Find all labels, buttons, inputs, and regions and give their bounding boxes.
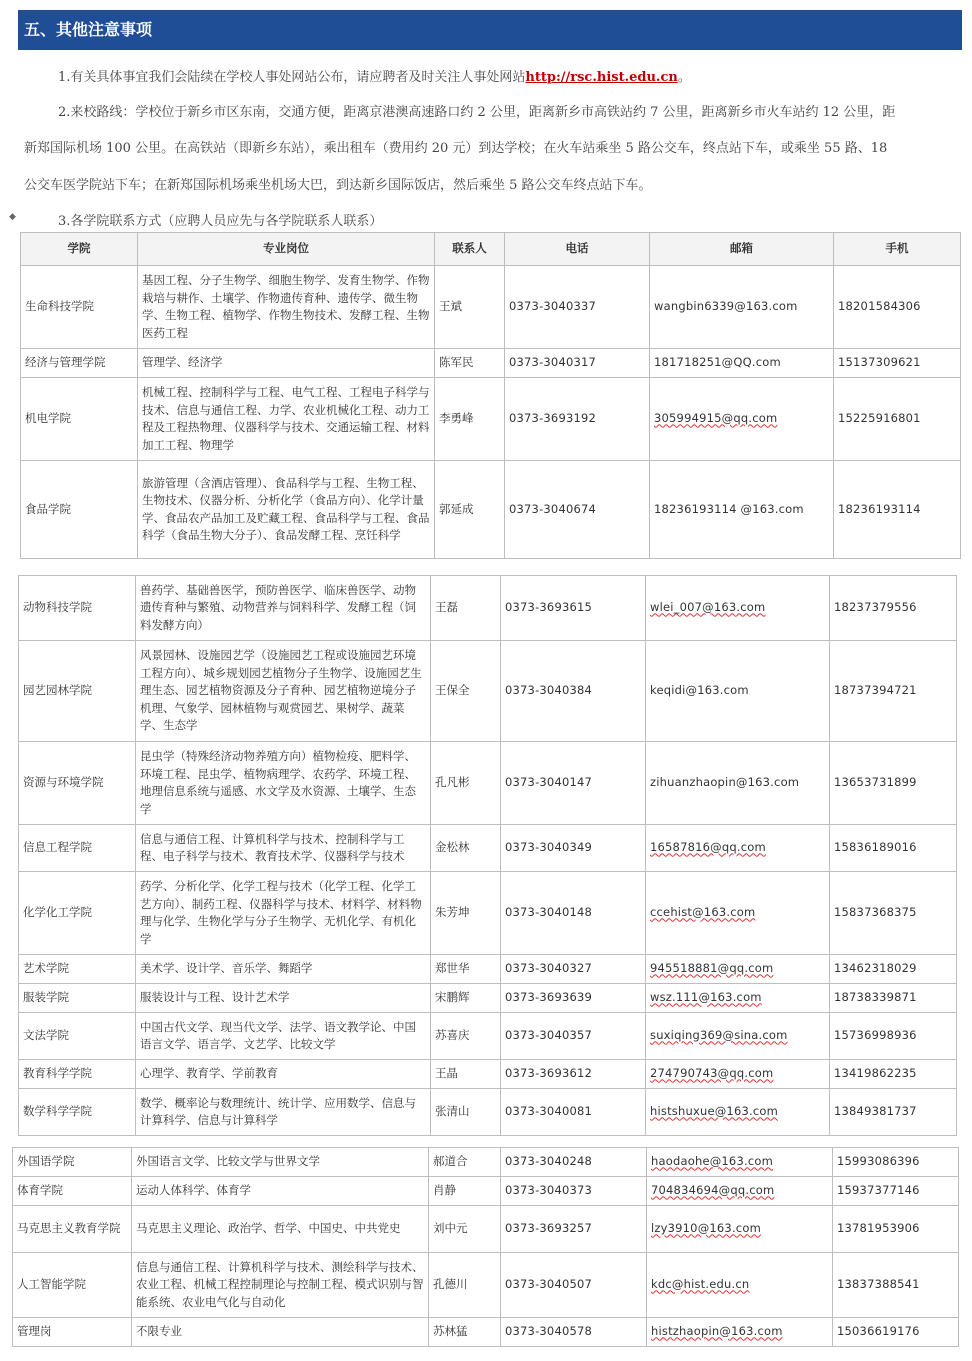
email-cell[interactable]: 305994915@qq.com bbox=[650, 378, 834, 461]
anchor-marker-icon: ◆ bbox=[9, 212, 16, 222]
table-row bbox=[21, 461, 961, 559]
paragraph-1 bbox=[58, 66, 691, 85]
table-row bbox=[19, 576, 957, 641]
major-cell: 不限专业 bbox=[132, 1318, 429, 1347]
table-row bbox=[19, 742, 957, 825]
email-cell[interactable]: wsz.111@163.com bbox=[646, 984, 830, 1013]
mobile-cell: 15137309621 bbox=[834, 349, 961, 378]
college-cell: 外国语学院 bbox=[13, 1148, 132, 1177]
major-cell: 机械工程、控制科学与工程、电气工程、工程电子科学与技术、信息与通信工程、力学、农业机械化工程、动力工程及工程热物理、仪器科学与技术、交通运输工程、材料加工工程、物理学 bbox=[138, 378, 435, 461]
header-college: 学院 bbox=[21, 233, 138, 266]
mobile-cell: 18737394721 bbox=[830, 641, 957, 742]
paragraph-1-text: 1.有关具体事宜我们会陆续在学校人事处网站公布，请应聘者及时关注人事处网站 bbox=[58, 70, 526, 85]
table-header-row bbox=[21, 233, 961, 266]
table-row bbox=[13, 1177, 959, 1206]
college-cell: 机电学院 bbox=[21, 378, 138, 461]
phone-cell: 0373-3693639 bbox=[501, 984, 646, 1013]
major-cell: 基因工程、分子生物学、细胞生物学、发育生物学、作物栽培与耕作、土壤学、作物遗传育种、遗传学、微生物学、生物工程、植物学、作物生物技术、发酵工程、生物医药工程 bbox=[138, 266, 435, 349]
phone-cell: 0373-3040507 bbox=[501, 1253, 647, 1318]
table-row bbox=[21, 266, 961, 349]
phone-cell: 0373-3040349 bbox=[501, 825, 646, 872]
contact-cell: 郑世华 bbox=[431, 955, 501, 984]
mobile-cell: 13462318029 bbox=[830, 955, 957, 984]
phone-cell: 0373-3040148 bbox=[501, 872, 646, 955]
table-row bbox=[13, 1148, 959, 1177]
major-cell: 昆虫学（特殊经济动物养殖方向）植物检疫、肥料学、环境工程、昆虫学、植物病理学、农药学、环境工程、地理信息系统与遥感、水文学及水资源、土壤学、生态学 bbox=[136, 742, 431, 825]
college-cell: 体育学院 bbox=[13, 1177, 132, 1206]
mobile-cell: 15836189016 bbox=[830, 825, 957, 872]
table-row bbox=[13, 1318, 959, 1347]
major-cell: 信息与通信工程、计算机科学与技术、控制科学与工程、电子科学与技术、教育技术学、仪器科学与技术 bbox=[136, 825, 431, 872]
table-row bbox=[19, 955, 957, 984]
email-cell[interactable]: haodaohe@163.com bbox=[647, 1148, 833, 1177]
contact-cell: 郝道合 bbox=[429, 1148, 501, 1177]
phone-cell: 0373-3040081 bbox=[501, 1089, 646, 1136]
email-cell[interactable]: kdc@hist.edu.cn bbox=[647, 1253, 833, 1318]
mobile-cell: 15937377146 bbox=[833, 1177, 959, 1206]
college-cell: 园艺园林学院 bbox=[19, 641, 136, 742]
mobile-cell: 13419862235 bbox=[830, 1060, 957, 1089]
contact-cell: 李勇峰 bbox=[435, 378, 505, 461]
header-contact: 联系人 bbox=[435, 233, 505, 266]
mobile-cell: 15837368375 bbox=[830, 872, 957, 955]
table-row bbox=[21, 349, 961, 378]
contact-cell: 郭延成 bbox=[435, 461, 505, 559]
table-row bbox=[19, 984, 957, 1013]
contact-table-1 bbox=[20, 232, 961, 559]
college-cell: 艺术学院 bbox=[19, 955, 136, 984]
header-phone: 电话 bbox=[505, 233, 650, 266]
contact-cell: 孔凡彬 bbox=[431, 742, 501, 825]
paragraph-2-line-1: 2.来校路线：学校位于新乡市区东南，交通方便，距离京港澳高速路口约 2 公里，距离新乡市高铁站约 7 公里，距离新乡市火车站约 12 公里，距 bbox=[58, 105, 896, 120]
email-cell[interactable]: wangbin6339@163.com bbox=[650, 266, 834, 349]
college-cell: 动物科技学院 bbox=[19, 576, 136, 641]
major-cell: 运动人体科学、体育学 bbox=[132, 1177, 429, 1206]
contact-cell: 陈军民 bbox=[435, 349, 505, 378]
phone-cell: 0373-3040578 bbox=[501, 1318, 647, 1347]
contact-cell: 孔德川 bbox=[429, 1253, 501, 1318]
paragraph-2-line-3: 公交车医学院站下车；在新郑国际机场乘坐机场大巴，到达新乡国际饭店，然后乘坐 5 路公交车终点站下车。 bbox=[24, 178, 652, 193]
table-row bbox=[19, 872, 957, 955]
mobile-cell: 13837388541 bbox=[833, 1253, 959, 1318]
college-cell: 管理岗 bbox=[13, 1318, 132, 1347]
mobile-cell: 15736998936 bbox=[830, 1013, 957, 1060]
table-row bbox=[19, 641, 957, 742]
table-row bbox=[21, 378, 961, 461]
major-cell: 兽药学、基础兽医学，预防兽医学、临床兽医学、动物遗传育种与繁殖、动物营养与饲料科学、发酵工程（饲料发酵方向） bbox=[136, 576, 431, 641]
college-cell: 经济与管理学院 bbox=[21, 349, 138, 378]
table-row bbox=[19, 1060, 957, 1089]
phone-cell: 0373-3040248 bbox=[501, 1148, 647, 1177]
contact-cell: 肖静 bbox=[429, 1177, 501, 1206]
mobile-cell: 18201584306 bbox=[834, 266, 961, 349]
contact-cell: 王斌 bbox=[435, 266, 505, 349]
major-cell: 美术学、设计学、音乐学、舞蹈学 bbox=[136, 955, 431, 984]
contact-cell: 苏林猛 bbox=[429, 1318, 501, 1347]
phone-cell: 0373-3693615 bbox=[501, 576, 646, 641]
contact-cell: 刘中元 bbox=[429, 1206, 501, 1253]
phone-cell: 0373-3693192 bbox=[505, 378, 650, 461]
mobile-cell: 18237379556 bbox=[830, 576, 957, 641]
phone-cell: 0373-3040357 bbox=[501, 1013, 646, 1060]
major-cell: 中国古代文学、现当代文学、法学、语文教学论、中国语言文学、语言学、文艺学、比较文学 bbox=[136, 1013, 431, 1060]
mobile-cell: 15993086396 bbox=[833, 1148, 959, 1177]
contact-cell: 王磊 bbox=[431, 576, 501, 641]
contact-cell: 张清山 bbox=[431, 1089, 501, 1136]
email-cell[interactable]: 18236193114 @163.com bbox=[650, 461, 834, 559]
table-row bbox=[19, 1013, 957, 1060]
email-cell[interactable]: ccehist@163.com bbox=[646, 872, 830, 955]
college-cell: 生命科技学院 bbox=[21, 266, 138, 349]
major-cell: 服装设计与工程、设计艺术学 bbox=[136, 984, 431, 1013]
phone-cell: 0373-3040384 bbox=[501, 641, 646, 742]
college-cell: 数学科学学院 bbox=[19, 1089, 136, 1136]
phone-cell: 0373-3040317 bbox=[505, 349, 650, 378]
major-cell: 马克思主义理论、政治学、哲学、中国史、中共党史 bbox=[132, 1206, 429, 1253]
major-cell: 药学、分析化学、化学工程与技术（化学工程、化学工艺方向）、制药工程、仪器科学与技术、材料学、材料物理与化学、生物化学与分子生物学、无机化学、有机化学 bbox=[136, 872, 431, 955]
contact-cell: 朱芳坤 bbox=[431, 872, 501, 955]
email-cell[interactable]: zihuanzhaopin@163.com bbox=[646, 742, 830, 825]
paragraph-1-end: 。 bbox=[677, 70, 691, 85]
table-row bbox=[13, 1206, 959, 1253]
paragraph-3: 3.各学院联系方式（应聘人员应先与各学院联系人联系） bbox=[58, 214, 383, 229]
major-cell: 风景园林、设施园艺学（设施园艺工程或设施园艺环境工程方向）、城乡规划园艺植物分子生物学、设施园艺生理生态、园艺植物资源及分子育种、园艺植物逆境分子机理、气象学、园林植物与观赏园艺、果树学、蔬菜学、生态学 bbox=[136, 641, 431, 742]
major-cell: 外国语言文学、比较文学与世界文学 bbox=[132, 1148, 429, 1177]
mobile-cell: 13849381737 bbox=[830, 1089, 957, 1136]
phone-cell: 0373-3040337 bbox=[505, 266, 650, 349]
contact-cell: 王晶 bbox=[431, 1060, 501, 1089]
mobile-cell: 13653731899 bbox=[830, 742, 957, 825]
major-cell: 旅游管理（含酒店管理）、食品科学与工程、生物工程、生物技术、仪器分析、分析化学（食品方向）、化学计量学、食品农产品加工及贮藏工程、食品科学与工程、食品科学（食品生物大分子）、食品发酵工程、烹饪科学 bbox=[138, 461, 435, 559]
mobile-cell: 18236193114 bbox=[834, 461, 961, 559]
email-cell[interactable]: 704834694@qq.com bbox=[647, 1177, 833, 1206]
email-cell[interactable]: lzy3910@163.com bbox=[647, 1206, 833, 1253]
email-cell[interactable]: keqidi@163.com bbox=[646, 641, 830, 742]
contact-cell: 金松林 bbox=[431, 825, 501, 872]
contact-cell: 王保全 bbox=[431, 641, 501, 742]
mobile-cell: 13781953906 bbox=[833, 1206, 959, 1253]
table-row bbox=[19, 825, 957, 872]
contact-table-3 bbox=[12, 1147, 959, 1347]
mobile-cell: 15225916801 bbox=[834, 378, 961, 461]
major-cell: 信息与通信工程、计算机科学与技术、测绘科学与技术、农业工程、机械工程控制理论与控制工程、模式识别与智能系统、农业电气化与自动化 bbox=[132, 1253, 429, 1318]
contact-table-2 bbox=[18, 575, 957, 1136]
major-cell: 管理学、经济学 bbox=[138, 349, 435, 378]
college-cell: 人工智能学院 bbox=[13, 1253, 132, 1318]
phone-cell: 0373-3040147 bbox=[501, 742, 646, 825]
section-title: 五、其他注意事项 bbox=[18, 10, 962, 50]
email-cell[interactable]: histshuxue@163.com bbox=[646, 1089, 830, 1136]
table-row bbox=[19, 1089, 957, 1136]
email-cell[interactable]: suxiqing369@sina.com bbox=[646, 1013, 830, 1060]
phone-cell: 0373-3693257 bbox=[501, 1206, 647, 1253]
college-cell: 服装学院 bbox=[19, 984, 136, 1013]
contact-cell: 宋鹏辉 bbox=[431, 984, 501, 1013]
college-cell: 信息工程学院 bbox=[19, 825, 136, 872]
contact-cell: 苏喜庆 bbox=[431, 1013, 501, 1060]
college-cell: 文法学院 bbox=[19, 1013, 136, 1060]
email-cell[interactable]: 274790743@qq.com bbox=[646, 1060, 830, 1089]
college-cell: 化学化工学院 bbox=[19, 872, 136, 955]
hr-website-link[interactable]: http://rsc.hist.edu.cn bbox=[525, 70, 678, 85]
phone-cell: 0373-3040327 bbox=[501, 955, 646, 984]
college-cell: 马克思主义教育学院 bbox=[13, 1206, 132, 1253]
header-mobile: 手机 bbox=[834, 233, 961, 266]
phone-cell: 0373-3693612 bbox=[501, 1060, 646, 1089]
college-cell: 资源与环境学院 bbox=[19, 742, 136, 825]
major-cell: 心理学、教育学、学前教育 bbox=[136, 1060, 431, 1089]
header-major: 专业岗位 bbox=[138, 233, 435, 266]
header-email: 邮箱 bbox=[650, 233, 834, 266]
email-cell[interactable]: 181718251@QQ.com bbox=[650, 349, 834, 378]
paragraph-2-line-2: 新郑国际机场 100 公里。在高铁站（即新乡东站），乘出租车（费用约 20 元）到达学校；在火车站乘坐 5 路公交车，终点站下车，或乘坐 55 路、18 bbox=[24, 141, 888, 156]
major-cell: 数学、概率论与数理统计、统计学、应用数学、信息与计算科学、信息与计算科学 bbox=[136, 1089, 431, 1136]
college-cell: 教育科学学院 bbox=[19, 1060, 136, 1089]
email-cell[interactable]: histzhaopin@163.com bbox=[647, 1318, 833, 1347]
phone-cell: 0373-3040373 bbox=[501, 1177, 647, 1206]
table-row bbox=[13, 1253, 959, 1318]
email-cell[interactable]: 945518881@qq.com bbox=[646, 955, 830, 984]
mobile-cell: 18738339871 bbox=[830, 984, 957, 1013]
email-cell[interactable]: 16587816@qq.com bbox=[646, 825, 830, 872]
email-cell[interactable]: wlei_007@163.com bbox=[646, 576, 830, 641]
college-cell: 食品学院 bbox=[21, 461, 138, 559]
phone-cell: 0373-3040674 bbox=[505, 461, 650, 559]
mobile-cell: 15036619176 bbox=[833, 1318, 959, 1347]
